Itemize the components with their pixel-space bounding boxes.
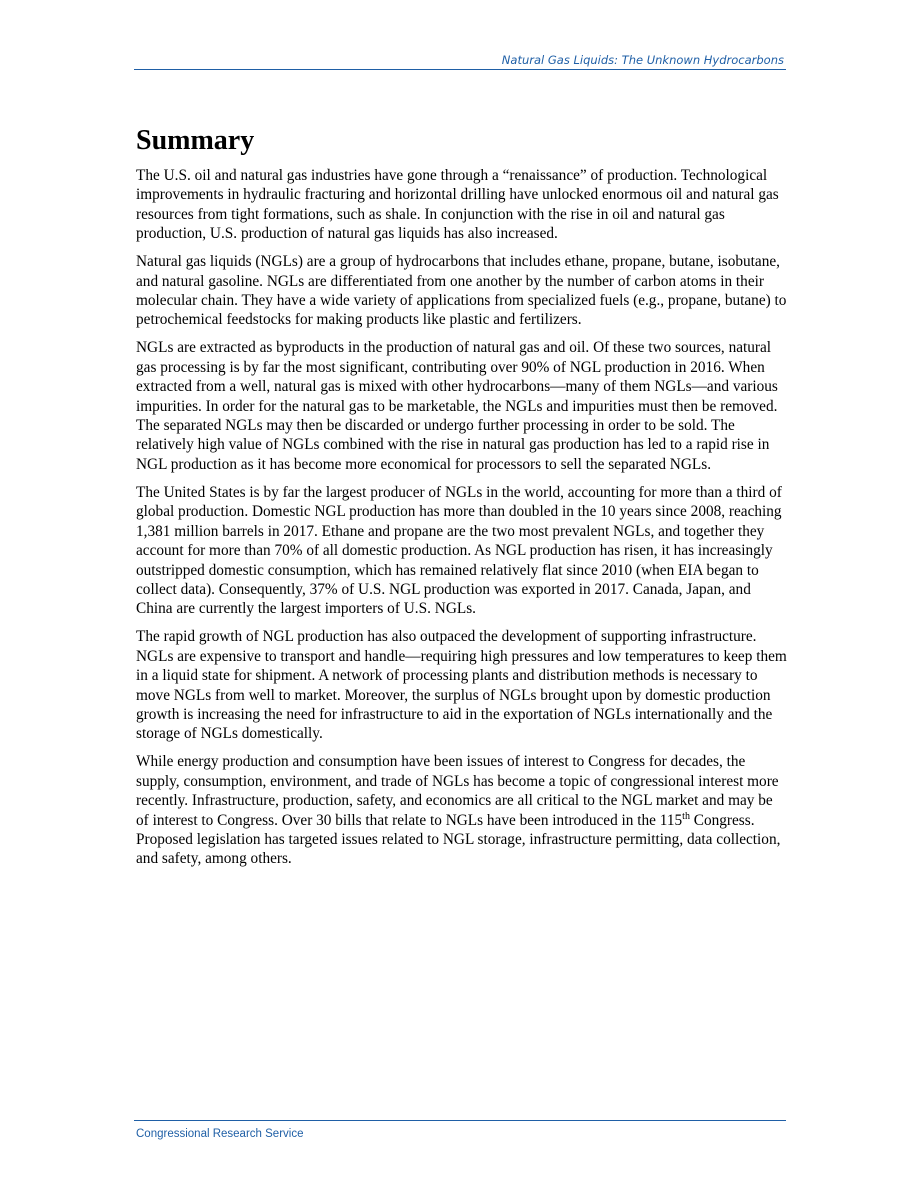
ordinal-superscript: th bbox=[682, 810, 690, 822]
page-footer bbox=[134, 1120, 786, 1142]
paragraph-last bbox=[136, 752, 788, 868]
paragraph: The United States is by far the largest producer of NGLs in the world, accounting for more than a third of global production. Domestic NGL production has more than doubled in the 10 years since 2008, reaching 1,381 million barrels in 2017. Ethane and propane are the two most prevalent NGLs, and together they account for more than 70% of all domestic production. As NGL production has risen, it has increasingly outstripped domestic consumption, which has remained relatively flat since 2010 (when EIA began to collect data). Consequently, 37% of U.S. NGL production was exported in 2017. Canada, Japan, and China are currently the largest importers of U.S. NGLs. bbox=[136, 483, 782, 618]
paragraph: NGLs are extracted as byproducts in the production of natural gas and oil. Of these two sources, natural gas processing is by far the most significant, contributing over 90% of NGL production in 2016. When extracted from a well, natural gas is mixed with other hydrocarbons—many of them NGLs—and various impurities. In order for the natural gas to be marketable, the NGLs and impurities must then be removed. The separated NGLs may then be discarded or undergo further processing in order to be sold. The relatively high value of NGLs combined with the rise in natural gas production has led to a rapid rise in NGL production as it has become more economical for processors to sell the separated NGLs. bbox=[136, 339, 778, 473]
paragraph-text-after: Congress. Proposed legislation has targeted issues related to NGL storage, infrastructure permitting, data collection, and safety, among others. bbox=[136, 811, 781, 868]
section-title: Summary bbox=[136, 125, 255, 156]
paragraph: The U.S. oil and natural gas industries have gone through a “renaissance” of production. Technological improvements in hydraulic fracturing and horizontal drilling have unlocked enormous oil and natural gas resources from tight formations, such as shale. In conjunction with the rise in oil and natural gas production, U.S. production of natural gas liquids has also increased. bbox=[136, 167, 779, 243]
page-header bbox=[134, 53, 786, 70]
summary-section bbox=[136, 124, 788, 877]
footer-organization: Congressional Research Service bbox=[136, 1128, 304, 1140]
running-title: Natural Gas Liquids: The Unknown Hydrocarbons bbox=[501, 53, 784, 67]
paragraph-text-before: While energy production and consumption have been issues of interest to Congress for decades, the supply, consumption, environment, and trade of NGLs has become a topic of congressional interest more recently. Infrastructure, production, safety, and economics are all critical to the NGL market and may be of interest to Congress. Over 30 bills that relate to NGLs have been introduced in the 115 bbox=[136, 753, 779, 829]
paragraph: Natural gas liquids (NGLs) are a group of hydrocarbons that includes ethane, propane, butane, isobutane, and natural gasoline. NGLs are differentiated from one another by the number of carbon atoms in their molecular chain. They have a wide variety of applications from specialized fuels (e.g., propane, butane) to petrochemical feedstocks for making products like plastic and fertilizers. bbox=[136, 253, 787, 329]
paragraph: The rapid growth of NGL production has also outpaced the development of supporting infrastructure. NGLs are expensive to transport and handle—requiring high pressures and low temperatures to keep them in a liquid state for shipment. A network of processing plants and distribution methods is necessary to move NGLs from well to market. Moreover, the surplus of NGLs brought upon by domestic production growth is increasing the need for infrastructure to aid in the exportation of NGLs internationally and the storage of NGLs domestically. bbox=[136, 628, 787, 743]
